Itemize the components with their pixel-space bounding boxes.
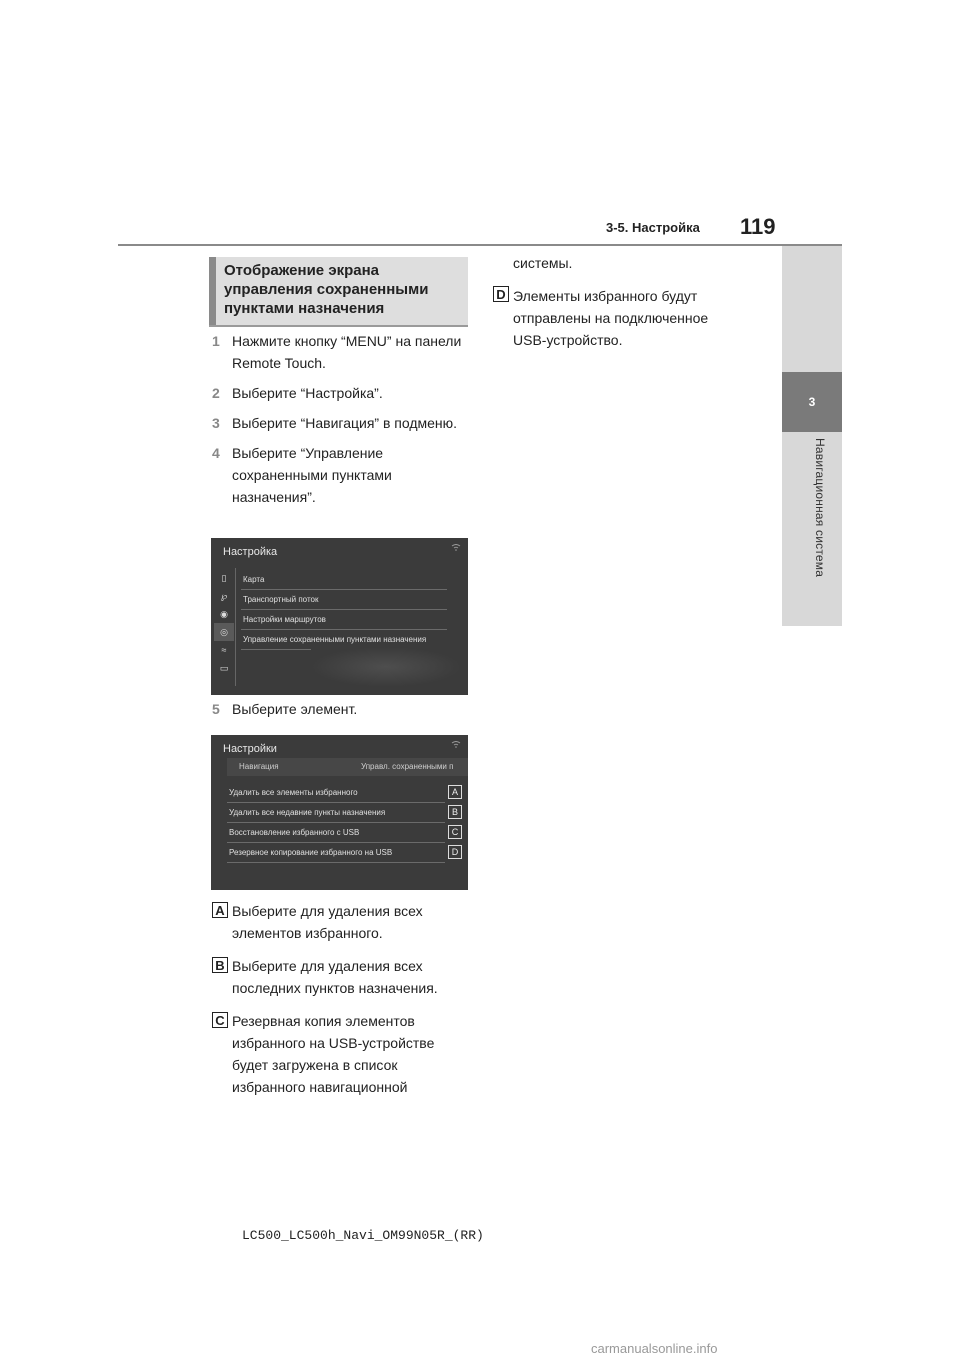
option-backup-usb[interactable]: Резервное копирование избранного на USB [227, 843, 445, 863]
callout-badge: C [212, 1012, 228, 1028]
page-number: 119 [740, 214, 776, 239]
step-text: Выберите “Управление сохраненными пунктами назначения”. [232, 445, 392, 505]
menu-item-saved-destinations[interactable]: Управление сохраненными пунктами назначения [241, 630, 447, 650]
phone-icon[interactable]: ▯ [221, 572, 227, 583]
screen-title: Настройка [223, 546, 278, 558]
option-delete-favorites[interactable]: Удалить все элементы избранного [227, 783, 445, 803]
callout-description: Выберите для удаления всех последних пунктов назначения. [232, 958, 438, 996]
step-item [212, 698, 357, 720]
step-number: 2 [212, 385, 220, 401]
step-number: 3 [212, 415, 220, 431]
section-title-rule [209, 325, 468, 327]
bluetooth-icon[interactable]: ℘ [220, 590, 228, 601]
callout-badge: B [212, 957, 228, 973]
saved-destinations-screenshot [211, 735, 468, 890]
navigation-icon[interactable]: ◎ [214, 623, 234, 641]
step-text: Выберите “Навигация” в подменю. [232, 415, 458, 431]
watermark: carmanualsonline.info [591, 1341, 718, 1356]
sidebar-divider [235, 568, 236, 686]
callout-badge: D [493, 286, 509, 302]
step-number: 4 [212, 445, 220, 461]
step-text: Выберите “Настройка”. [232, 385, 383, 401]
callout-badge: C [448, 825, 462, 839]
callout-badge: A [448, 785, 462, 799]
step-item [212, 442, 472, 508]
section-title: Отображение экрана управления сохраненными пунктами назначения [209, 257, 468, 325]
step-item [212, 412, 472, 434]
signal-icon [451, 741, 461, 748]
breadcrumb-tabs [227, 758, 468, 776]
step-number: 1 [212, 333, 220, 349]
vehicle-icon[interactable]: ◉ [220, 608, 228, 619]
car-icon[interactable]: ▭ [219, 662, 229, 673]
step-number: 5 [212, 701, 220, 717]
settings-menu-list [241, 570, 447, 650]
screen-glow [311, 647, 461, 687]
menu-item-traffic[interactable]: Транспортный поток [241, 590, 447, 610]
callout-description: Выберите для удаления всех элементов избранного. [232, 903, 423, 941]
saved-options-list [227, 783, 445, 863]
wifi-icon[interactable]: ≈ [221, 645, 227, 655]
chapter-tab[interactable]: 3 [782, 372, 842, 432]
tab-navigation[interactable]: Навигация [239, 762, 279, 771]
header-rule [118, 244, 842, 246]
section-header: 3-5. Настройка [606, 220, 700, 235]
callout-badge: B [448, 805, 462, 819]
step-item [212, 330, 472, 374]
chapter-label: Навигационная система [813, 438, 827, 578]
screen-title: Настройки [223, 743, 277, 755]
callout-badge: D [448, 845, 462, 859]
screen-sidebar [214, 569, 234, 677]
option-restore-usb[interactable]: Восстановление избранного с USB [227, 823, 445, 843]
callout-description: Резервная копия элементов избранного на USB-устройстве будет загружена в список избранного навигационной [232, 1013, 435, 1095]
step-item [212, 382, 472, 404]
steps-list [212, 330, 472, 516]
continuation-text: системы. [513, 255, 573, 271]
menu-item-map[interactable]: Карта [241, 570, 447, 590]
step-text: Выберите элемент. [232, 701, 358, 717]
tab-saved-destinations[interactable]: Управл. сохраненными п [361, 762, 454, 771]
settings-screenshot [211, 538, 468, 695]
menu-item-route-settings[interactable]: Настройки маршрутов [241, 610, 447, 630]
step-text: Нажмите кнопку “MENU” на панели Remote Touch. [232, 333, 462, 371]
document-code: LC500_LC500h_Navi_OM99N05R_(RR) [242, 1228, 484, 1243]
signal-icon [451, 544, 461, 551]
option-delete-recent[interactable]: Удалить все недавние пункты назначения [227, 803, 445, 823]
callout-badge: A [212, 902, 228, 918]
callout-description: Элементы избранного будут отправлены на подключенное USB-устройство. [513, 288, 709, 348]
